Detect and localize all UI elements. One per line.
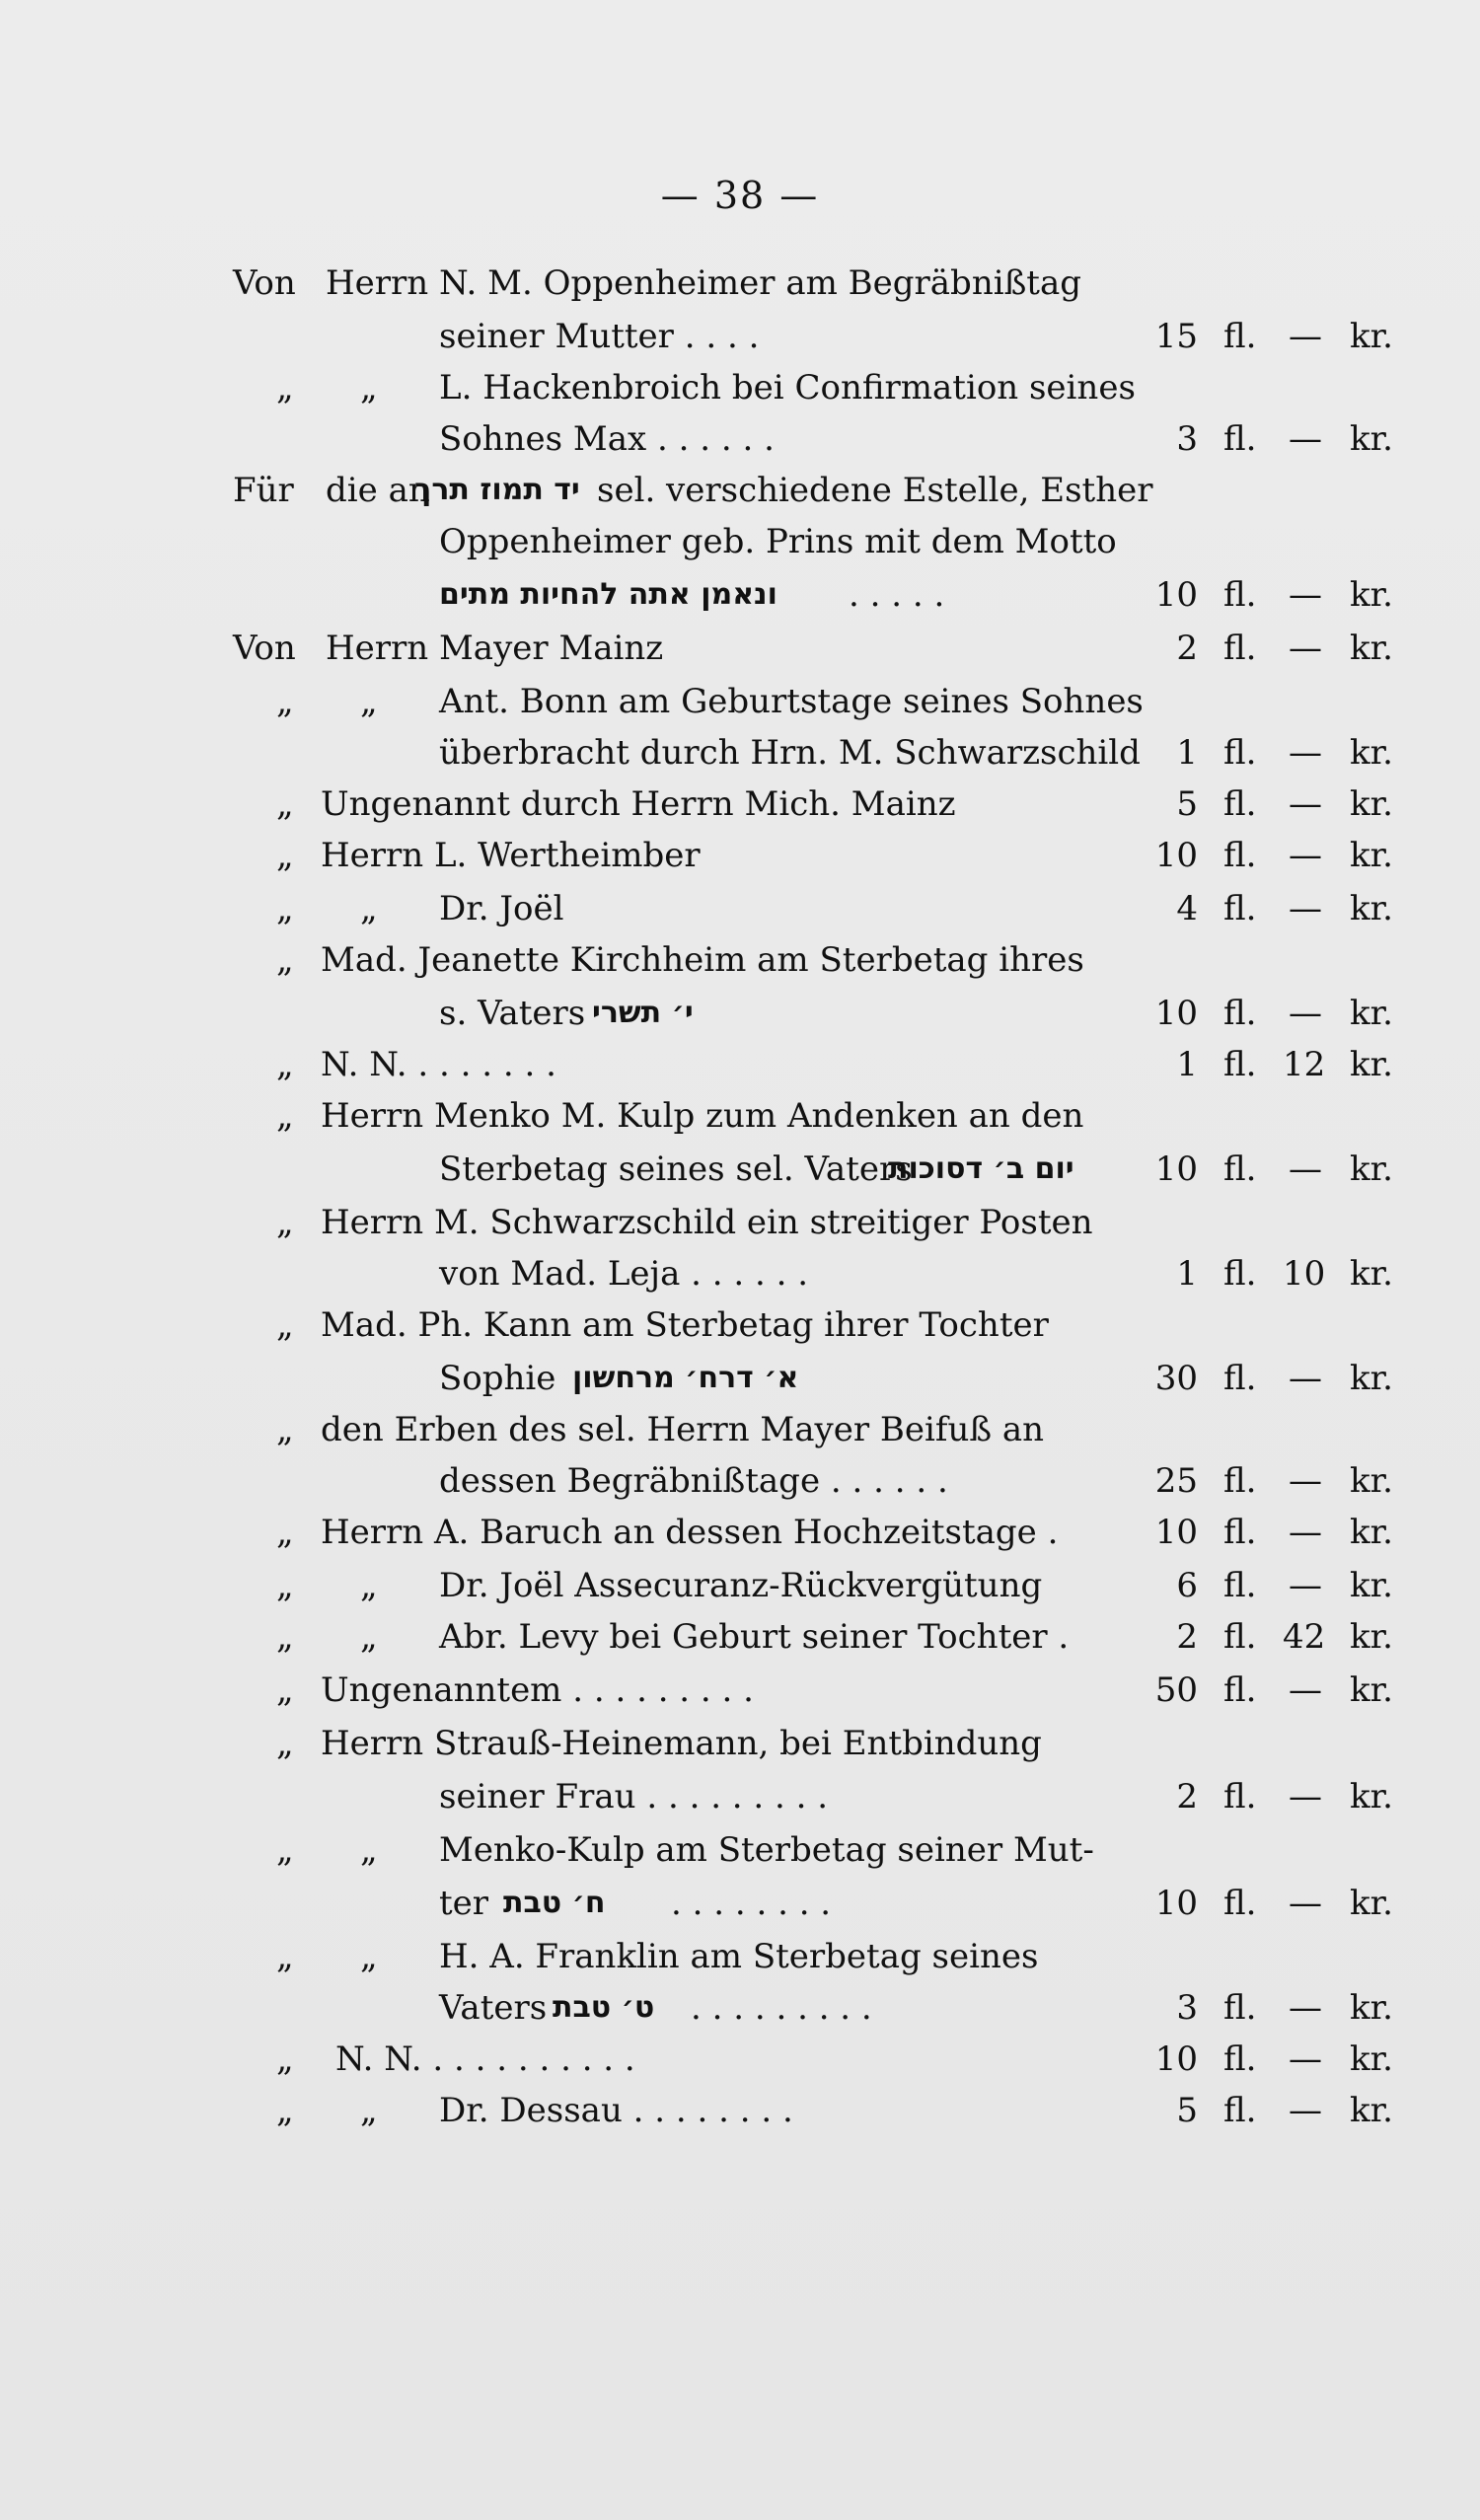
entry-line (0, 1354, 1480, 1403)
ditto-mark: „ (276, 682, 294, 721)
ditto-mark: „ (276, 1670, 294, 1710)
amount-fl: 5 (1176, 2091, 1198, 2130)
unit-kr: kr. (1350, 1045, 1393, 1084)
ditto-mark: „ (276, 940, 294, 980)
line-text: den Erben des sel. Herrn Mayer Beifuß an (321, 1410, 1045, 1449)
line-text: . . . . . . . . . (691, 1988, 872, 2028)
entry-line (0, 1040, 1480, 1089)
line-text: Sohnes Max . . . . . . (439, 419, 775, 459)
line-text: Ant. Bonn am Geburtstage seines Sohnes (439, 682, 1144, 721)
amount-fl: 1 (1176, 1045, 1198, 1084)
unit-kr: kr. (1350, 1884, 1393, 1923)
ditto-mark: „ (276, 889, 294, 928)
unit-fl: fl. (1223, 2091, 1257, 2130)
line-prefix: Von (233, 629, 296, 668)
amount-kr: — (1289, 1884, 1322, 1923)
amount-fl: 10 (1154, 1513, 1198, 1552)
entry-line (0, 1405, 1480, 1454)
entry-line (0, 1091, 1480, 1141)
entry-line (0, 363, 1480, 412)
unit-kr: kr. (1350, 1461, 1393, 1501)
unit-fl: fl. (1223, 1884, 1257, 1923)
entry-line (0, 2086, 1480, 2135)
amount-kr: — (1289, 1461, 1322, 1501)
ditto-mark: „ (360, 1566, 378, 1605)
line-text: . . . . . . . . (671, 1884, 832, 1923)
unit-fl: fl. (1223, 1670, 1257, 1710)
entry-line (0, 1983, 1480, 2033)
ditto-mark: „ (276, 1566, 294, 1605)
entry-line (0, 312, 1480, 361)
amount-fl: 6 (1176, 1566, 1198, 1605)
line-text: seiner Frau . . . . . . . . . (439, 1777, 829, 1816)
unit-fl: fl. (1223, 889, 1257, 928)
line-text: . . . . . (849, 575, 945, 615)
amount-fl: 30 (1154, 1359, 1198, 1398)
hebrew-date: יד תמוז תרך (414, 473, 580, 507)
amount-kr: 42 (1283, 1617, 1326, 1657)
ditto-mark: „ (360, 1617, 378, 1657)
unit-fl: fl. (1223, 1254, 1257, 1294)
hebrew-date: ח׳ טבת (503, 1886, 606, 1920)
amount-kr: — (1289, 1513, 1322, 1552)
entry-line (0, 1508, 1480, 1557)
line-prefix: Für (233, 471, 294, 510)
entry-line (0, 259, 1480, 308)
amount-fl: 10 (1154, 2039, 1198, 2079)
ditto-mark: „ (276, 1513, 294, 1552)
unit-fl: fl. (1223, 1777, 1257, 1816)
unit-kr: kr. (1350, 889, 1393, 928)
entry-line (0, 989, 1480, 1038)
ditto-mark: „ (276, 368, 294, 408)
amount-fl: 4 (1176, 889, 1198, 928)
amount-fl: 3 (1176, 1988, 1198, 2028)
ditto-mark: „ (360, 889, 378, 928)
amount-kr: — (1289, 629, 1322, 668)
unit-kr: kr. (1350, 1566, 1393, 1605)
entry-line (0, 1772, 1480, 1821)
ditto-mark: „ (276, 1830, 294, 1870)
line-text: Sophie (439, 1359, 556, 1398)
amount-kr: — (1289, 836, 1322, 875)
unit-fl: fl. (1223, 2039, 1257, 2079)
amount-kr: — (1289, 419, 1322, 459)
amount-kr: — (1289, 1777, 1322, 1816)
unit-kr: kr. (1350, 1988, 1393, 2028)
unit-fl: fl. (1223, 1045, 1257, 1084)
unit-fl: fl. (1223, 1617, 1257, 1657)
unit-fl: fl. (1223, 1149, 1257, 1189)
unit-kr: kr. (1350, 575, 1393, 615)
ditto-mark: „ (276, 1410, 294, 1449)
unit-kr: kr. (1350, 1513, 1393, 1552)
amount-kr: — (1289, 2091, 1322, 2130)
page-number: — 38 — (660, 174, 820, 217)
entry-line (0, 831, 1480, 880)
amount-fl: 50 (1154, 1670, 1198, 1710)
amount-fl: 2 (1176, 1617, 1198, 1657)
line-text: N. N. . . . . . . . . . . (335, 2039, 635, 2079)
amount-fl: 2 (1176, 629, 1198, 668)
unit-kr: kr. (1350, 419, 1393, 459)
unit-fl: fl. (1223, 1988, 1257, 2028)
ditto-mark: „ (360, 368, 378, 408)
entry-line (0, 2035, 1480, 2084)
ditto-mark: „ (276, 784, 294, 824)
amount-fl: 10 (1154, 994, 1198, 1033)
amount-kr: — (1289, 575, 1322, 615)
ditto-mark: „ (360, 2091, 378, 2130)
unit-kr: kr. (1350, 836, 1393, 875)
entry-line (0, 466, 1480, 515)
entry-line (0, 1612, 1480, 1662)
hebrew-date: י׳ תשרי (592, 996, 694, 1030)
line-text: Herrn Strauß-Heinemann, bei Entbindung (321, 1724, 1042, 1763)
amount-kr: — (1289, 2039, 1322, 2079)
line-text: die an (326, 471, 430, 510)
entry-line (0, 779, 1480, 829)
unit-kr: kr. (1350, 784, 1393, 824)
ditto-mark: „ (360, 1937, 378, 1976)
line-text: Sterbetag seines sel. Vaters (439, 1149, 913, 1189)
amount-kr: — (1289, 317, 1322, 356)
entry-line (0, 1666, 1480, 1715)
unit-fl: fl. (1223, 575, 1257, 615)
line-text: Herrn Mayer Mainz (326, 629, 664, 668)
hebrew-motto: ונאמן אתה להחיות מתים (439, 577, 777, 612)
amount-fl: 2 (1176, 1777, 1198, 1816)
unit-fl: fl. (1223, 1566, 1257, 1605)
line-text: Dr. Dessau . . . . . . . . (439, 2091, 793, 2130)
amount-kr: — (1289, 1566, 1322, 1605)
ditto-mark: „ (360, 1830, 378, 1870)
unit-fl: fl. (1223, 317, 1257, 356)
unit-kr: kr. (1350, 733, 1393, 773)
entry-line (0, 624, 1480, 673)
line-text: Mad. Ph. Kann am Sterbetag ihrer Tochter (321, 1305, 1049, 1345)
unit-kr: kr. (1350, 1254, 1393, 1294)
line-prefix: Von (233, 263, 296, 303)
line-text: Dr. Joël Assecuranz-Rückvergütung (439, 1566, 1043, 1605)
ditto-mark: „ (276, 2039, 294, 2079)
unit-kr: kr. (1350, 994, 1393, 1033)
amount-kr: — (1289, 1988, 1322, 2028)
line-text: seiner Mutter . . . . (439, 317, 760, 356)
line-text: Dr. Joël (439, 889, 564, 928)
unit-kr: kr. (1350, 629, 1393, 668)
amount-kr: — (1289, 1670, 1322, 1710)
line-text: Herrn Menko M. Kulp zum Andenken an den (321, 1096, 1084, 1136)
unit-fl: fl. (1223, 629, 1257, 668)
entry-line (0, 935, 1480, 985)
ditto-mark: „ (360, 682, 378, 721)
ditto-mark: „ (276, 1096, 294, 1136)
ditto-mark: „ (276, 1305, 294, 1345)
ditto-mark: „ (276, 836, 294, 875)
line-text: überbracht durch Hrn. M. Schwarzschild (439, 733, 1141, 773)
line-text: von Mad. Leja . . . . . . (439, 1254, 809, 1294)
unit-kr: kr. (1350, 2091, 1393, 2130)
entry-line (0, 570, 1480, 620)
entry-line (0, 1561, 1480, 1610)
line-text: Herrn N. M. Oppenheimer am Begräbnißtag (326, 263, 1081, 303)
entry-line (0, 677, 1480, 726)
hebrew-date: יום ב׳ דסוכות (888, 1151, 1074, 1186)
entry-line (0, 1249, 1480, 1298)
line-text: Oppenheimer geb. Prins mit dem Motto (439, 522, 1117, 561)
amount-fl: 10 (1154, 1149, 1198, 1189)
line-text: Vaters (439, 1988, 548, 2028)
entry-line (0, 1456, 1480, 1506)
ditto-mark: „ (276, 2091, 294, 2130)
hebrew-date: ט׳ טבת (553, 1990, 655, 2025)
amount-fl: 1 (1176, 1254, 1198, 1294)
ditto-mark: „ (276, 1724, 294, 1763)
line-text: Abr. Levy bei Geburt seiner Tochter . (439, 1617, 1070, 1657)
line-text: Ungenanntem . . . . . . . . . (321, 1670, 754, 1710)
line-text: sel. verschiedene Estelle, Esther (597, 471, 1153, 510)
unit-kr: kr. (1350, 1777, 1393, 1816)
entry-line (0, 1198, 1480, 1247)
amount-fl: 3 (1176, 419, 1198, 459)
unit-fl: fl. (1223, 1461, 1257, 1501)
line-text: Herrn L. Wertheimber (321, 836, 701, 875)
ditto-mark: „ (276, 1203, 294, 1242)
entry-line (0, 1932, 1480, 1981)
entry-line (0, 517, 1480, 566)
line-text: H. A. Franklin am Sterbetag seines (439, 1937, 1039, 1976)
ditto-mark: „ (276, 1617, 294, 1657)
amount-kr: — (1289, 1149, 1322, 1189)
unit-kr: kr. (1350, 1670, 1393, 1710)
entry-line (0, 1719, 1480, 1768)
line-text: Mad. Jeanette Kirchheim am Sterbetag ihres (321, 940, 1084, 980)
unit-fl: fl. (1223, 419, 1257, 459)
amount-fl: 10 (1154, 836, 1198, 875)
ditto-mark: „ (276, 1937, 294, 1976)
amount-fl: 25 (1154, 1461, 1198, 1501)
entry-line (0, 1825, 1480, 1875)
amount-kr: — (1289, 994, 1322, 1033)
unit-fl: fl. (1223, 836, 1257, 875)
unit-kr: kr. (1350, 1359, 1393, 1398)
amount-kr: — (1289, 1359, 1322, 1398)
line-text: s. Vaters (439, 994, 586, 1033)
amount-fl: 15 (1154, 317, 1198, 356)
unit-fl: fl. (1223, 1359, 1257, 1398)
line-text: Herrn A. Baruch an dessen Hochzeitstage . (321, 1513, 1059, 1552)
unit-kr: kr. (1350, 1149, 1393, 1189)
unit-kr: kr. (1350, 2039, 1393, 2079)
line-text: Herrn M. Schwarzschild ein streitiger Posten (321, 1203, 1093, 1242)
line-text: Ungenannt durch Herrn Mich. Mainz (321, 784, 956, 824)
entry-line (0, 414, 1480, 464)
entry-line (0, 1300, 1480, 1350)
unit-kr: kr. (1350, 317, 1393, 356)
amount-kr: — (1289, 889, 1322, 928)
amount-fl: 10 (1154, 575, 1198, 615)
entry-line (0, 1145, 1480, 1194)
hebrew-date: א׳ דרח׳ מרחשון (572, 1361, 799, 1395)
amount-fl: 10 (1154, 1884, 1198, 1923)
entry-line (0, 728, 1480, 778)
amount-kr: — (1289, 733, 1322, 773)
amount-kr: — (1289, 784, 1322, 824)
amount-fl: 1 (1176, 733, 1198, 773)
line-text: Menko-Kulp am Sterbetag seiner Mut- (439, 1830, 1094, 1870)
amount-fl: 5 (1176, 784, 1198, 824)
unit-fl: fl. (1223, 784, 1257, 824)
amount-kr: 10 (1283, 1254, 1326, 1294)
entry-line (0, 1879, 1480, 1928)
entry-line (0, 884, 1480, 933)
unit-fl: fl. (1223, 733, 1257, 773)
line-text: dessen Begräbnißtage . . . . . . (439, 1461, 948, 1501)
unit-fl: fl. (1223, 994, 1257, 1033)
line-text: ter (439, 1884, 489, 1923)
ditto-mark: „ (276, 1045, 294, 1084)
line-text: L. Hackenbroich bei Confirmation seines (439, 368, 1136, 408)
amount-kr: 12 (1283, 1045, 1326, 1084)
unit-fl: fl. (1223, 1513, 1257, 1552)
unit-kr: kr. (1350, 1617, 1393, 1657)
line-text: N. N. . . . . . . . (321, 1045, 556, 1084)
